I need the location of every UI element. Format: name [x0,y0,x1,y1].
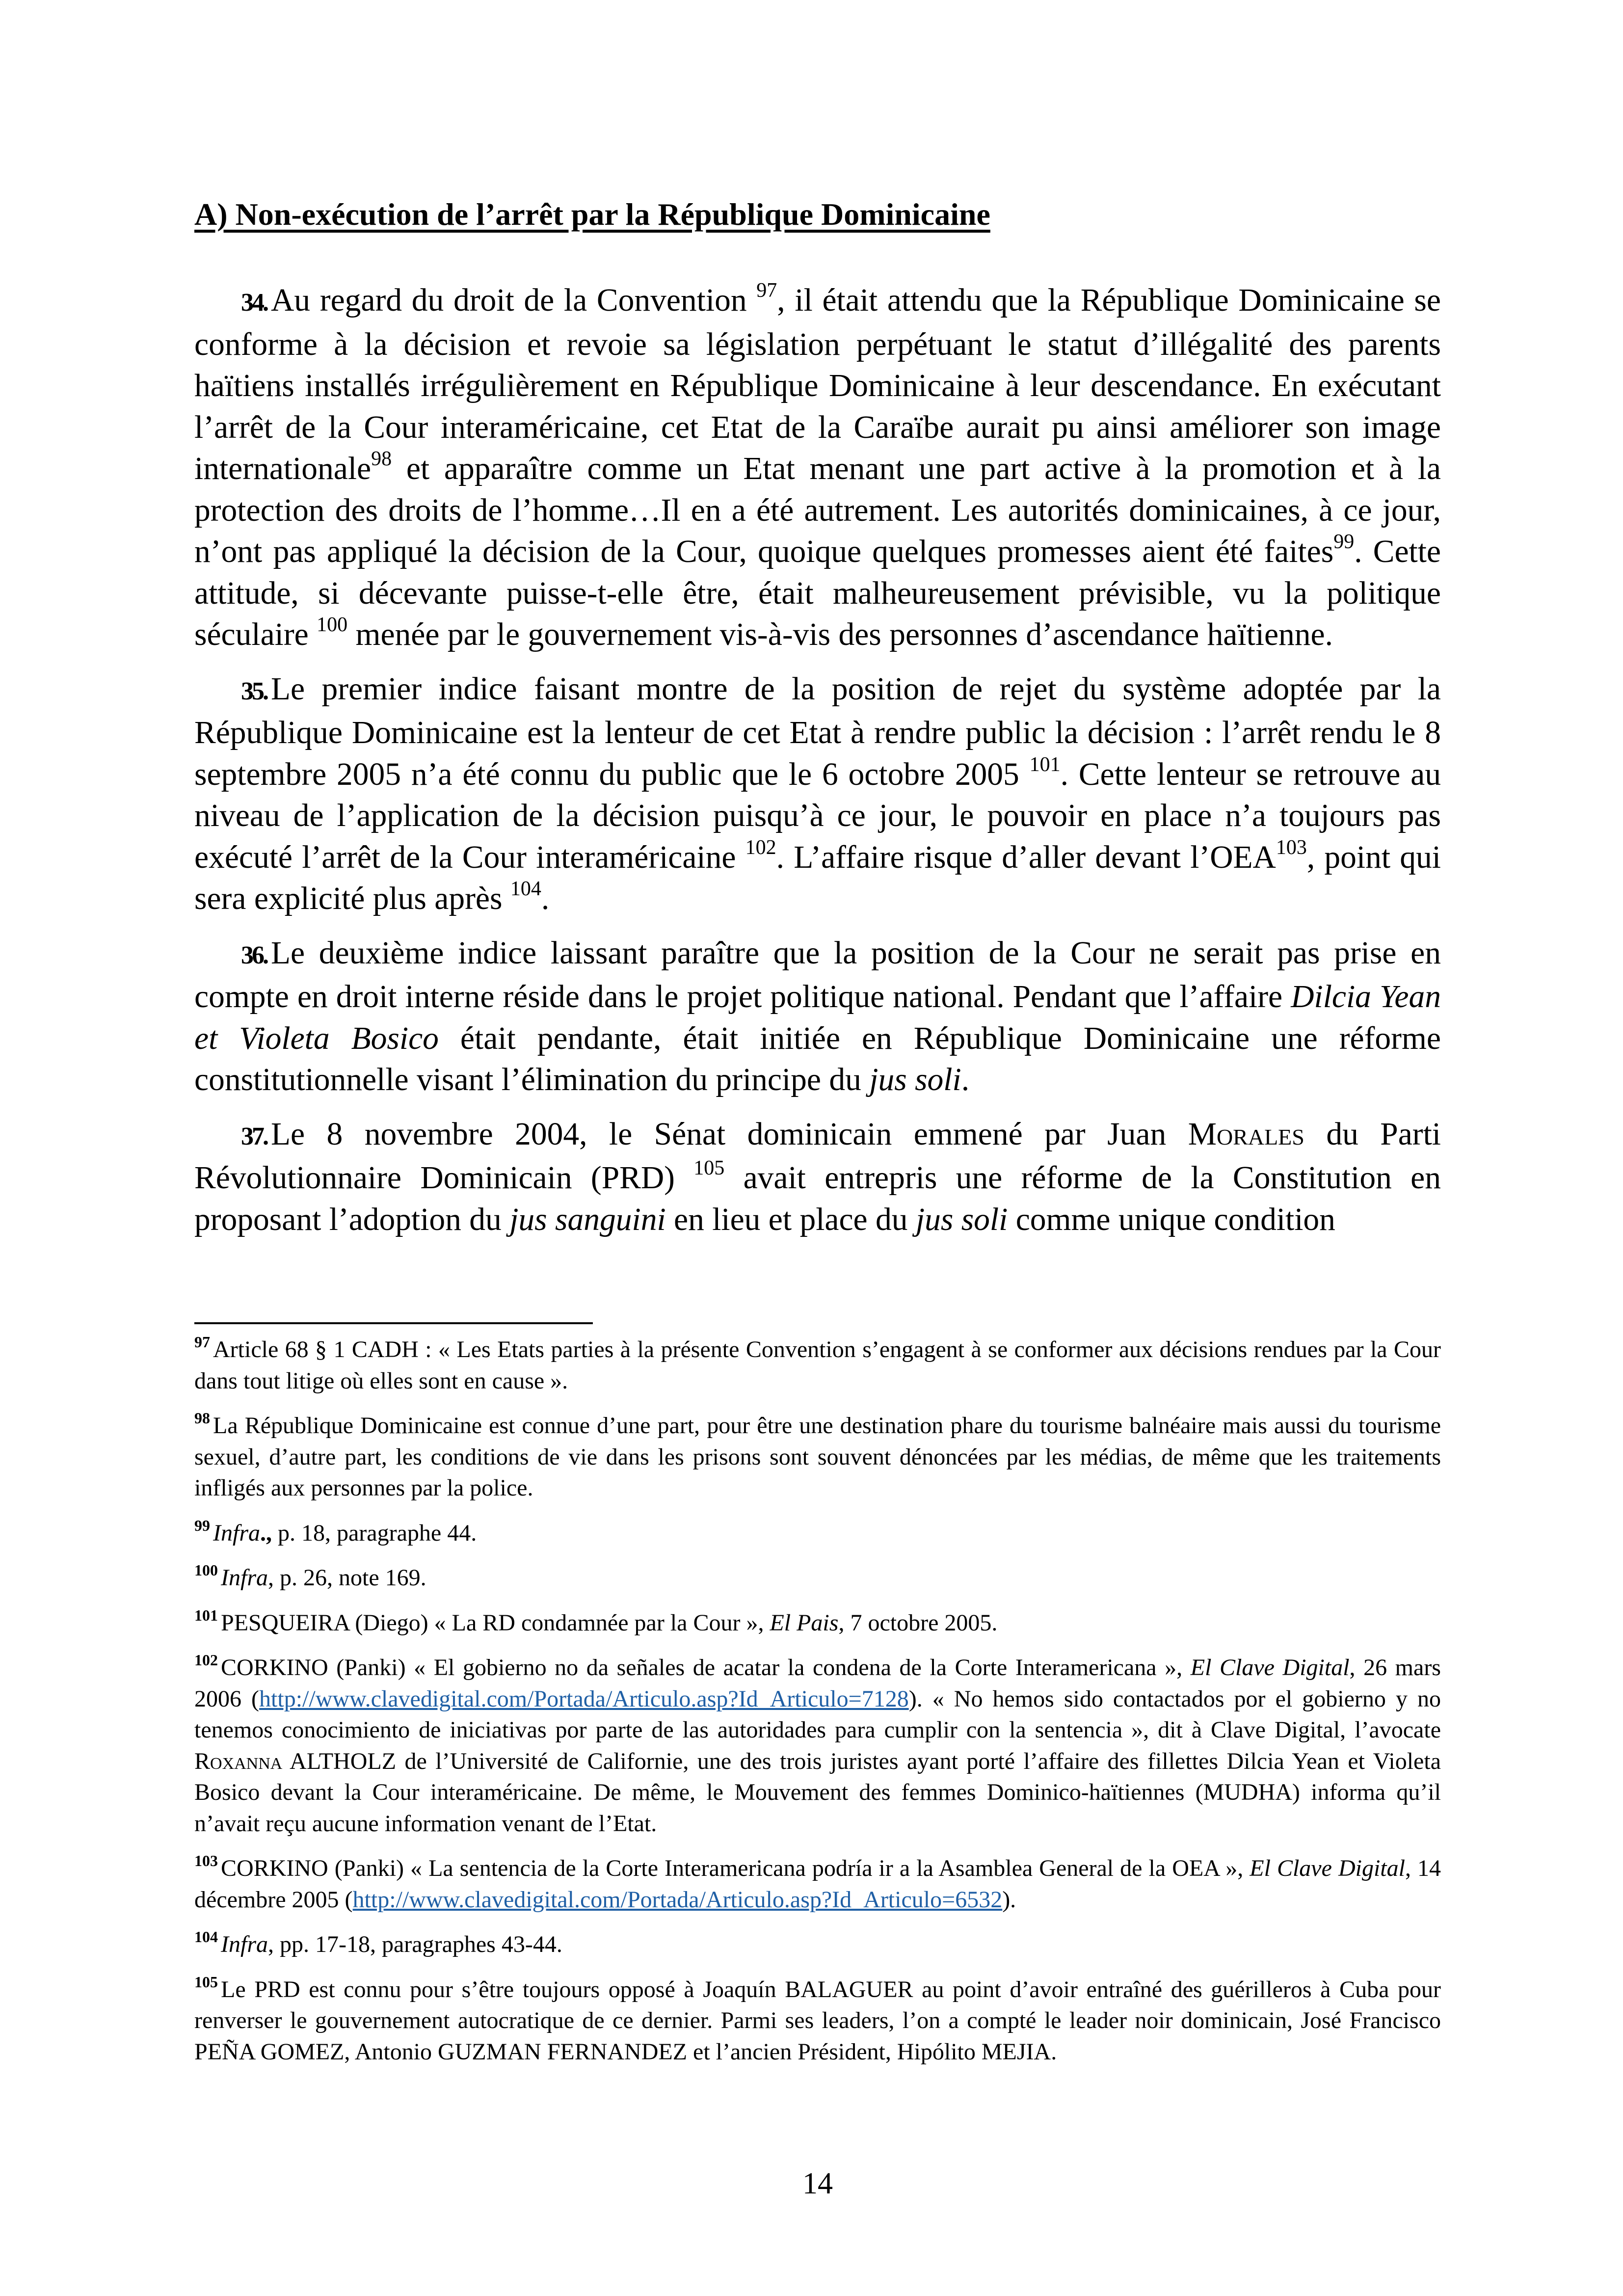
paragraph-number: 34. [241,289,267,317]
body-text [194,280,1441,1253]
latin-term: jus soli [869,1062,961,1097]
footnote-99 [194,1518,1441,1549]
footnote-text: ). « No hemos sido contactados por el gobierno y no tenemos conocimiento de iniciativas por parte de las autoridades para cumplir con la sentencia », dit à Clave Digital, l’avocate [194,1685,1441,1743]
footnote-italic: Infra [213,1520,260,1546]
paragraph-number: 36. [241,941,267,969]
source-link[interactable]: http://www.clavedigital.com/Portada/Articulo.asp?Id_Articulo=7128 [259,1685,909,1712]
text: . Cette attitude, si décevante puisse-t-elle être, était malheureusement prévisible, vu la politique séculaire [194,534,1441,652]
text: Le premier indice faisant montre de la position de rejet du système adoptée par la République Dominicaine est la lenteur de cet Etat à rendre public la décision : l’arrêt rendu le 8 septembre 2005 n’a été connu du public que le 6 octobre 2005 [194,671,1441,792]
footnote-ref[interactable]: 103 [1276,836,1307,859]
text: et apparaître comme un Etat menant une part active à la promotion et à la protection des droits de l’homme…Il en a été autrement. Les autorités dominicaines, à ce jour, n’ont pas appliqué la décision de la Cour, quoique quelques promesses aient été faites [194,451,1441,569]
footnote-100 [194,1562,1441,1594]
footnote-number: 99 [194,1516,210,1534]
footnote-text: ). [1002,1886,1016,1913]
footnote-ref[interactable]: 97 [756,279,777,302]
paragraph-number: 35. [241,677,267,705]
footnote-text: Le PRD est connu pour s’être toujours opposé à Joaquín BALAGUER au point d’avoir entraîné des guérilleros à Cuba pour renverser le gouvernement autocratique de ce dernier. Parmi ses leaders, l’on a compté le leader noir dominicain, José Francisco PEÑA GOMEZ, Antonio GUZMAN FERNANDEZ et l’ancien Président, Hipólito MEJIA. [194,1976,1441,2065]
latin-term: jus sanguini [509,1201,666,1237]
footnote-97 [194,1334,1441,1396]
footnote-text: Article 68 § 1 CADH : « Les Etats parties à la présente Convention s’engagent à se conformer aux décisions rendues par la Cour dans tout litige où elles sont en cause ». [194,1336,1441,1394]
text: était pendante, était initiée en République Dominicaine une réforme constitutionnelle visant l’élimination du principe du [194,1020,1441,1097]
footnote-text: , p. 26, note 169. [268,1565,426,1591]
text: menée par le gouvernement vis-à-vis des personnes d’ascendance haïtienne. [347,617,1333,652]
footnote-italic: Infra [221,1565,268,1591]
text: Le 8 novembre 2004, le Sénat dominicain emmené par Juan [271,1116,1188,1152]
text: avait entrepris une réforme de la Constitution en proposant l’adoption du [194,1160,1441,1237]
text: en lieu et place du [665,1201,916,1237]
source-link[interactable]: http://www.clavedigital.com/Portada/Articulo.asp?Id_Articulo=6532 [352,1886,1003,1913]
footnote-text: , 26 mars 2006 ( [194,1655,1441,1712]
paragraph-37 [194,1114,1441,1241]
text: . [961,1062,970,1097]
text: . L’affaire risque d’aller devant l’OEA [776,839,1276,875]
footnote-text: La République Dominicaine est connue d’une part, pour être une destination phare du tourisme balnéaire mais aussi du tourisme sexuel, d’autre part, les conditions de vie dans les prisons sont souvent dénoncées par les médias, de même que les traitements infligés aux personnes par la police. [194,1413,1441,1501]
paragraph-35 [194,668,1441,920]
footnote-105 [194,1974,1441,2068]
section-heading: A) Non-exécution de l’arrêt par la République Dominicaine [194,197,990,232]
text: du Parti Révolutionnaire Dominicain (PRD) [194,1116,1441,1196]
text: comme unique condition [1008,1201,1335,1237]
footnote-103 [194,1853,1441,1915]
footnote-ref[interactable]: 104 [510,878,541,900]
publication-name: El Clave Digital [1190,1655,1350,1681]
footnote-number: 97 [194,1333,210,1351]
footnote-text: PESQUEIRA (Diego) « La RD condamnée par la Cour », [221,1609,770,1636]
text: , point qui sera explicité plus après [194,839,1441,916]
footnote-italic: Infra [221,1931,268,1957]
person-name: Morales [1188,1116,1304,1152]
footnote-number: 100 [194,1561,218,1579]
footnote-text: CORKINO (Panki) « La sentencia de la Corte Interamericana podría ir a la Asamblea General de la OEA », [221,1855,1250,1881]
text: , il était attendu que la République Dominicaine se conforme à la décision et revoie sa législation perpétuant le statut d’illégalité des parents haïtiens installés irrégulièrement en République Dominicaine à leur descendance. En exécutant l’arrêt de la Cour interaméricaine, cet Etat de la Caraïbe aurait pu ainsi améliorer son image internationale [194,283,1441,486]
footnote-text: , 14 décembre 2005 ( [194,1855,1441,1913]
footnote-101 [194,1607,1441,1639]
footnote-ref[interactable]: 99 [1333,531,1355,553]
footnote-98 [194,1410,1441,1504]
footnote-104 [194,1929,1441,1960]
text: . Cette lenteur se retrouve au niveau de l’application de la décision puisqu’à ce jour, le pouvoir en place n’a toujours pas exécuté l’arrêt de la Cour interaméricaine [194,756,1441,875]
footnote-ref[interactable]: 101 [1029,753,1061,776]
publication-name: El Clave Digital [1250,1855,1405,1881]
footnote-bold: ., [260,1520,272,1546]
footnote-text: , pp. 17-18, paragraphes 43-44. [268,1931,562,1957]
footnote-102 [194,1652,1441,1839]
text: Au regard du droit de la Convention [271,283,757,318]
footnote-text: p. 18, paragraphe 44. [272,1520,477,1546]
footnote-separator [194,1322,593,1324]
text: Le deuxième indice laissant paraître que la position de la Cour ne serait pas prise en compte en droit interne réside dans le projet politique national. Pendant que l’affaire [194,935,1441,1015]
case-name: Dilcia Yean et Violeta Bosico [194,979,1441,1056]
footnote-ref[interactable]: 98 [371,448,392,470]
page-number: 14 [802,2167,833,2200]
footnote-text: ALTHOLZ de l’Université de Californie, une des trois juristes ayant porté l’affaire des fillettes Dilcia Yean et Violeta Bosico devant la Cour interaméricaine. De même, le Mouvement des femmes Dominico-haïtiennes (MUDHA) informa qu’il n’avait reçu aucune information venant de l’Etat. [194,1748,1441,1837]
footnote-number: 102 [194,1651,218,1669]
footnote-text: CORKINO (Panki) « El gobierno no da señales de acatar la condena de la Corte Interamericana », [221,1655,1191,1681]
latin-term: jus soli [915,1201,1008,1237]
text: . [541,881,550,916]
paragraph-number: 37. [241,1122,267,1150]
footnotes [194,1334,1441,2081]
footnote-ref[interactable]: 105 [693,1157,725,1179]
paragraph-36 [194,933,1441,1101]
person-name: Roxanna [194,1748,283,1774]
footnote-number: 104 [194,1928,218,1946]
footnote-text: , 7 octobre 2005. [838,1609,998,1636]
footnote-ref[interactable]: 100 [317,614,348,636]
footnote-ref[interactable]: 102 [745,836,776,859]
paragraph-34 [194,280,1441,656]
footnote-number: 101 [194,1606,218,1624]
footnote-number: 98 [194,1409,210,1427]
footnote-number: 105 [194,1973,218,1991]
publication-name: El Pais [770,1609,839,1636]
footnote-number: 103 [194,1852,218,1869]
